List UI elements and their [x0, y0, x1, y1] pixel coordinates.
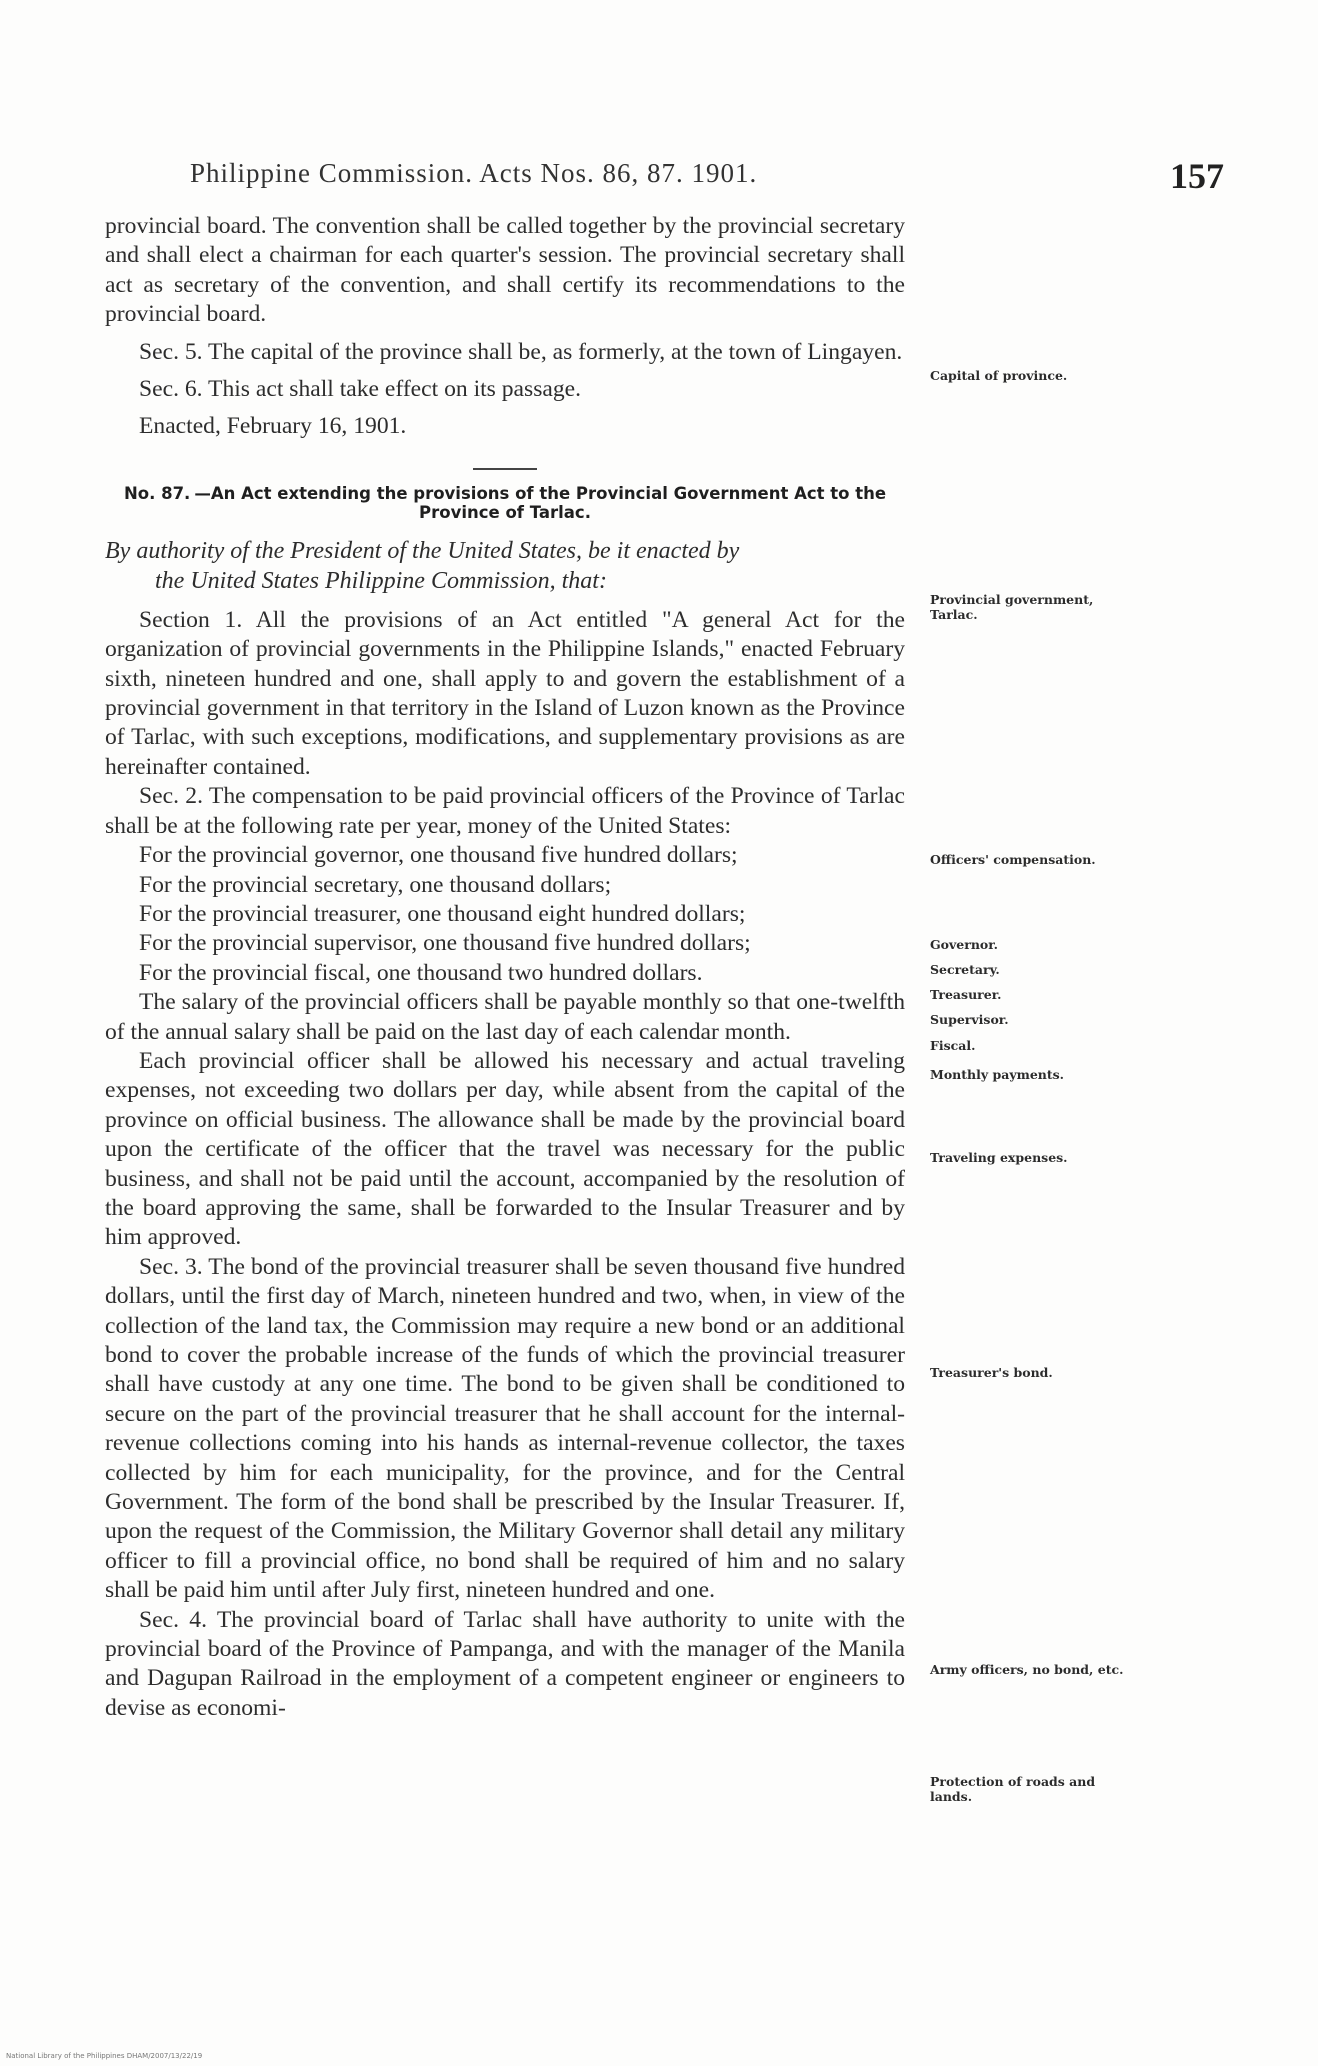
enacting-line-2: the United States Philippine Commission, that:: [155, 567, 607, 594]
note-officers-compensation: Officers' compensation.: [930, 852, 1096, 867]
rate-secretary: For the provincial secretary, one thousand dollars;: [139, 871, 612, 898]
note-treasurers-bond: Treasurer's bond.: [930, 1365, 1053, 1380]
note-capital: Capital of province.: [930, 368, 1068, 383]
page-number: 157: [1170, 156, 1224, 196]
travel-paragraph: Each provincial officer shall be allowed his necessary and actual traveling expenses, not exceeding two dollars per day, while absent from the capital of the province on official business. The allowance shall be made by the provincial board upon the certificate of the officer that the travel was necessary for the public business, and shall not be paid until the account, accompanied by the resolution of the board approving the same, shall be forwarded to the Insular Treasurer and by him approved.: [105, 1047, 905, 1251]
section-divider: [473, 468, 537, 470]
scan-footer: National Library of the Philippines DHAM/2007/13/22/19: [6, 2052, 203, 2060]
note-traveling-expenses: Traveling expenses.: [930, 1150, 1068, 1165]
note-secretary: Secretary.: [930, 962, 1000, 977]
section-5: Sec. 5. The capital of the province shall be, as formerly, at the town of Lingayen.: [139, 338, 903, 365]
body-text: [105, 212, 905, 1723]
section-4: Sec. 4. The provincial board of Tarlac shall have authority to unite with the provincial board of the Province of Pampanga, and with the manager of the Manila and Dagupan Railroad in the employment of a competent engineer or engineers to devise as economi-: [105, 1606, 905, 1721]
note-fiscal: Fiscal.: [930, 1038, 976, 1053]
act-heading: [105, 484, 905, 522]
paragraph-continuation: provincial board. The convention shall be called together by the provincial secretary and shall elect a chairman for each quarter's session. The provincial secretary shall act as secretary of the convention, and shall certify its recommendations to the provincial board.: [105, 213, 905, 328]
note-monthly-payments: Monthly payments.: [930, 1067, 1065, 1082]
note-provincial-government: Provincial government, Tarlac.: [930, 592, 1094, 622]
rate-treasurer: For the provincial treasurer, one thousand eight hundred dollars;: [139, 900, 746, 927]
enacting-clause: [105, 536, 905, 596]
note-treasurer: Treasurer.: [930, 987, 1002, 1002]
note-supervisor: Supervisor.: [930, 1012, 1009, 1027]
enacting-line-1: By authority of the President of the United States, be it enacted by: [105, 537, 740, 564]
act-number: No. 87.: [123, 483, 191, 503]
enactment-date: Enacted, February 16, 1901.: [139, 413, 407, 440]
salary-paragraph: The salary of the provincial officers shall be payable monthly so that one-twelfth of the annual salary shall be paid on the last day of each calendar month.: [105, 989, 905, 1045]
note-army-officers: Army officers, no bond, etc.: [930, 1662, 1124, 1677]
rate-governor: For the provincial governor, one thousand five hundred dollars;: [139, 842, 738, 869]
note-governor: Governor.: [930, 937, 999, 952]
rate-supervisor: For the provincial supervisor, one thousand five hundred dollars;: [139, 930, 751, 957]
section-1: Section 1. All the provisions of an Act entitled "A general Act for the organization of provincial governments in the Philippine Islands," enacted February sixth, nineteen hundred and one, shall apply to and govern the establishment of a provincial government in that territory in the Island of Luzon known as the Province of Tarlac, with such exceptions, modifications, and supplementary provisions as are hereinafter contained.: [105, 606, 905, 780]
act-title: —An Act extending the provisions of the Provincial Government Act to the Province of Tarlac.: [194, 483, 887, 522]
note-protection-roads: Protection of roads and lands.: [930, 1774, 1096, 1804]
rate-fiscal: For the provincial fiscal, one thousand two hundred dollars.: [139, 959, 703, 986]
section-6: Sec. 6. This act shall take effect on its passage.: [139, 376, 582, 403]
section-2: Sec. 2. The compensation to be paid provincial officers of the Province of Tarlac shall be at the following rate per year, money of the United States:: [105, 783, 905, 839]
section-3: Sec. 3. The bond of the provincial treasurer shall be seven thousand five hundred dollars, until the first day of March, nineteen hundred and two, when, in view of the collection of the land tax, the Commission may require a new bond or an additional bond to cover the probable increase of the funds of which the provincial treasurer shall have custody at any one time. The bond to be given shall be conditioned to secure on the part of the provincial treasurer that he shall account for the internal-revenue collections coming into his hands as internal-revenue collector, the taxes collected by him for each municipality, for the province, and for the Central Government. The form of the bond shall be prescribed by the Insular Treasurer. If, upon the request of the Commission, the Military Governor shall detail any military officer to fill a provincial office, no bond shall be required of him and no salary shall be paid him until after July first, nineteen hundred and one.: [105, 1253, 905, 1604]
running-head: Philippine Commission. Acts Nos. 86, 87. 1901.: [190, 158, 758, 188]
